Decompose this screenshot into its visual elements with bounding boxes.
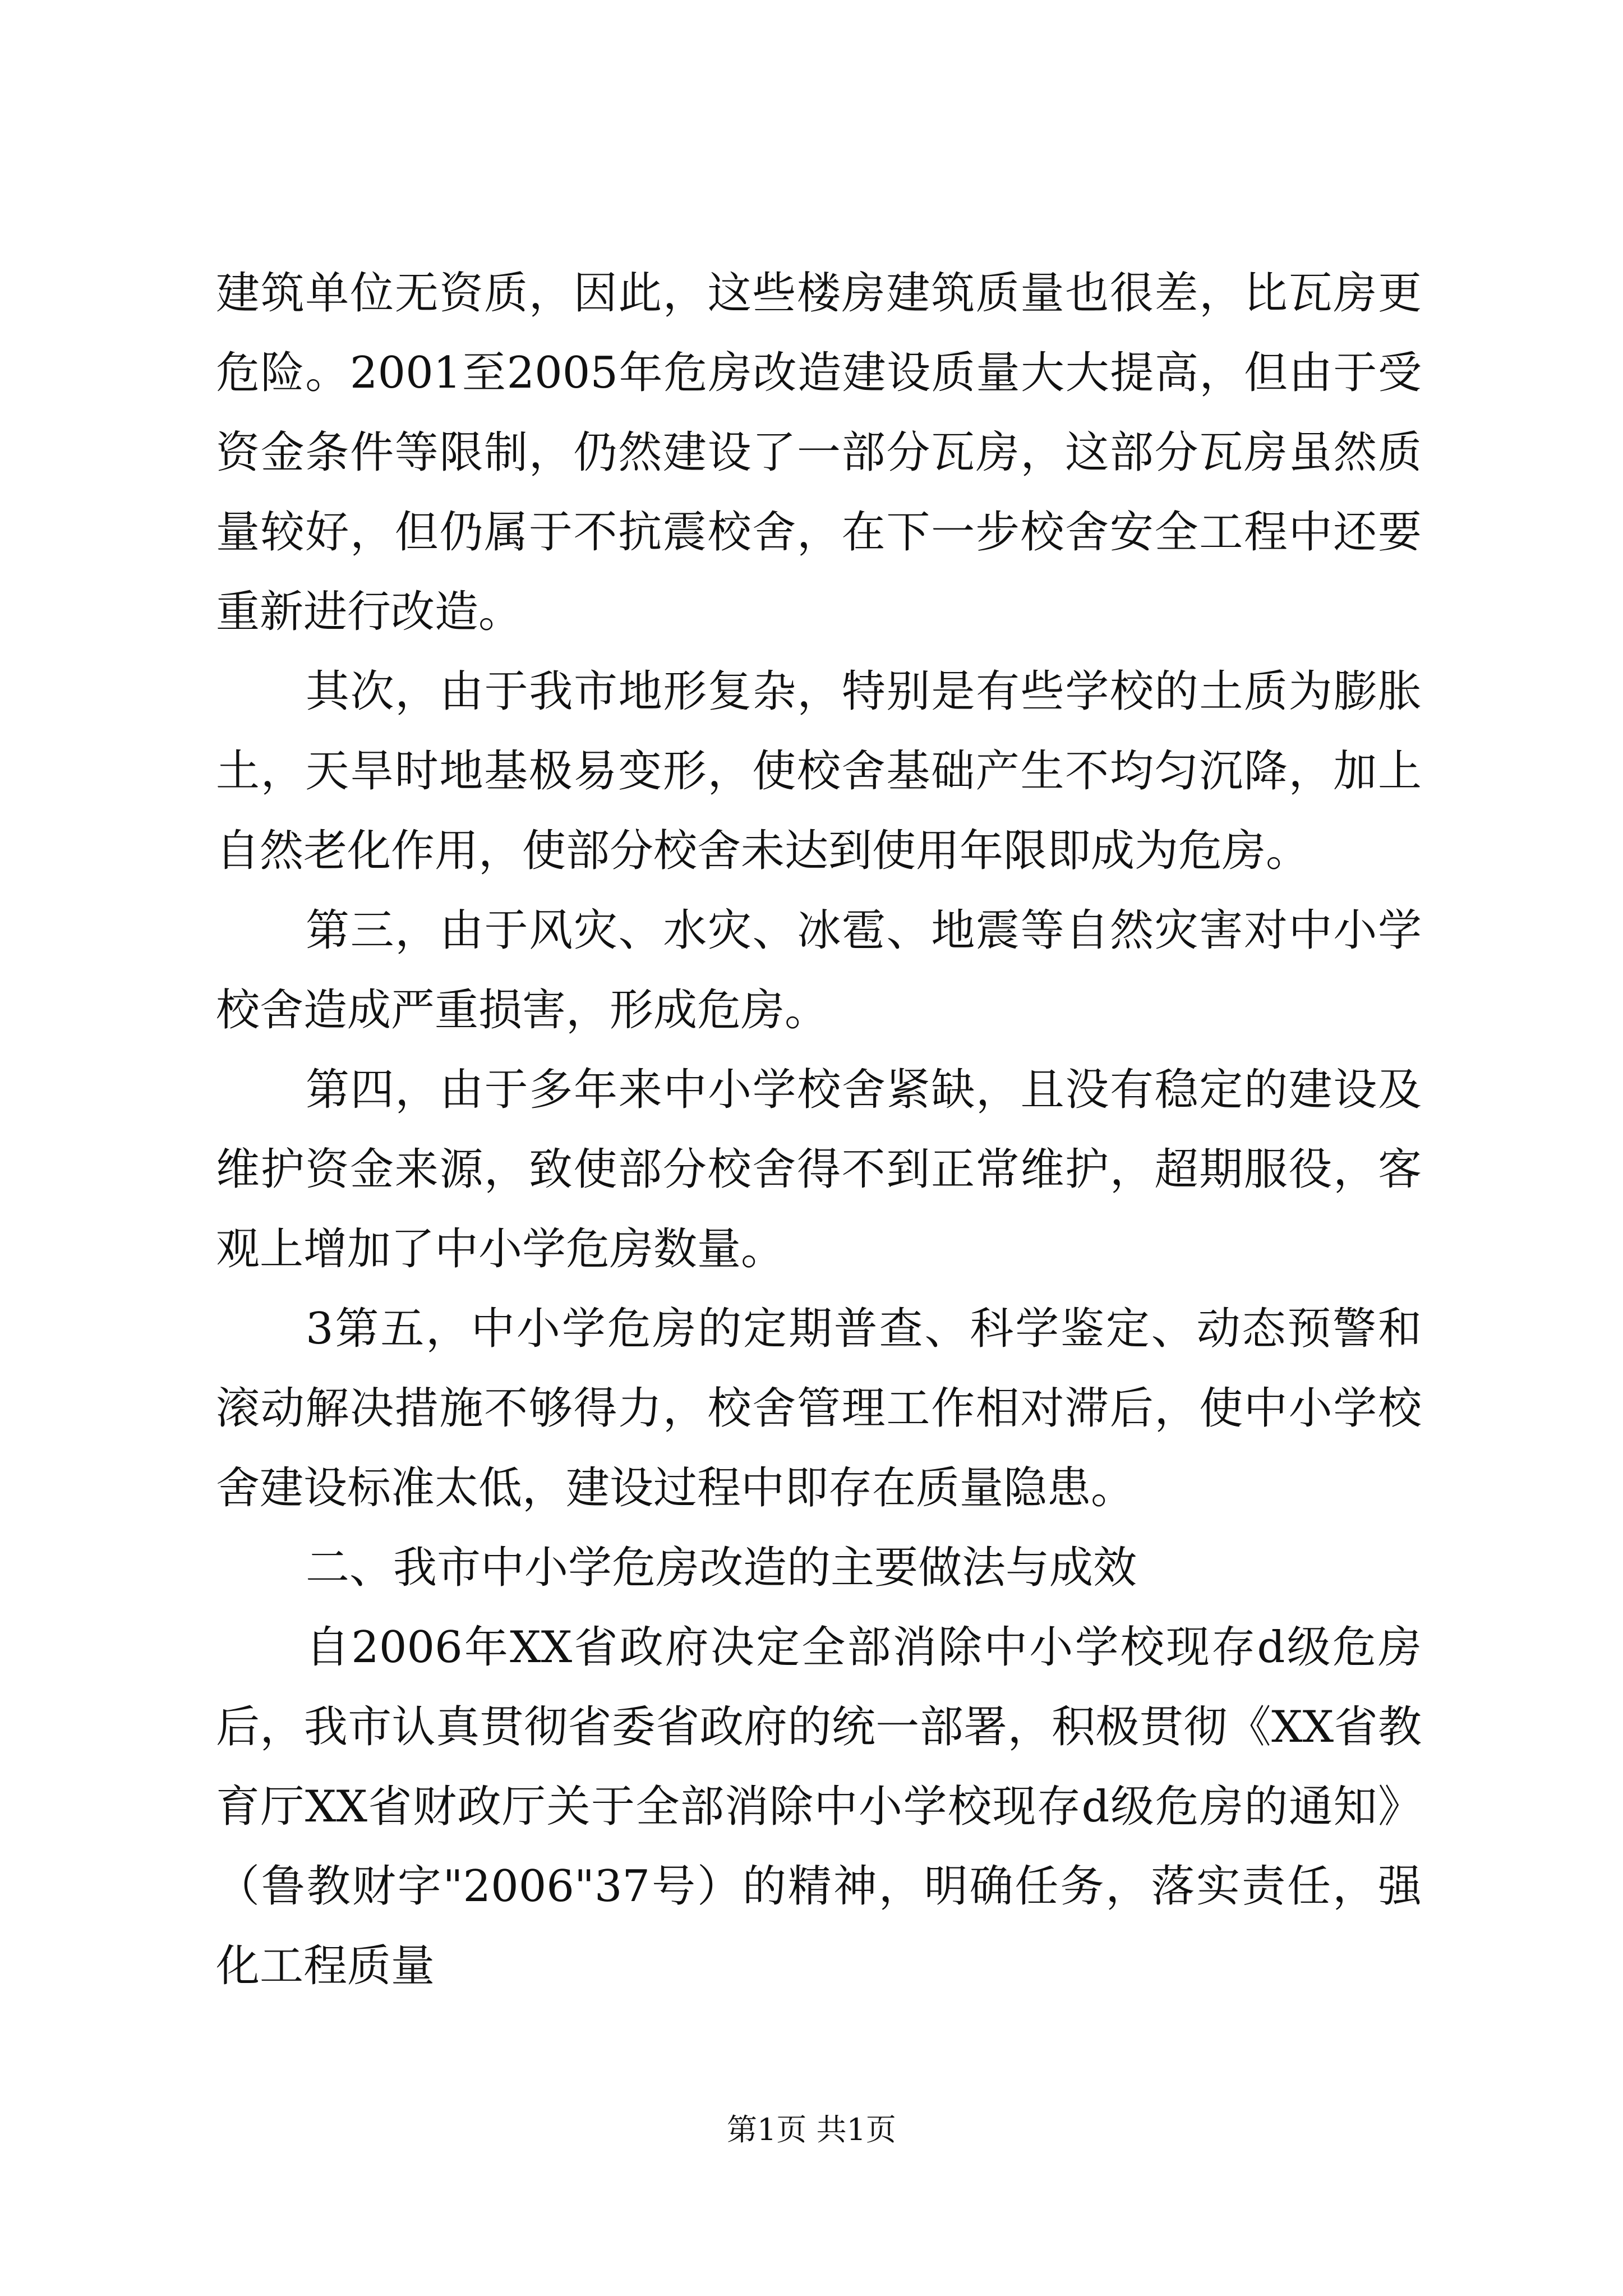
section-heading: 二、我市中小学危房改造的主要做法与成效 (306, 1543, 1137, 1593)
paragraph-4: 第四，由于多年来中小学校舍紧缺，且没有稳定的建设及维护资金来源，致使部分校舍得不到正常维护，超期服役，客观上增加了中小学危房数量。 (216, 1065, 1422, 1274)
paragraph-2: 其次，由于我市地形复杂，特别是有些学校的土质为膨胀土，天旱时地基极易变形，使校舍基础产生不均匀沉降，加上自然老化作用，使部分校舍未达到使用年限即成为危房。 (216, 666, 1422, 876)
document-body (216, 254, 1422, 2006)
paragraph-1: 建筑单位无资质，因此，这些楼房建筑质量也很差，比瓦房更危险。2001至2005年危房改造建设质量大大提高，但由于受资金条件等限制，仍然建设了一部分瓦房，这部分瓦房虽然质量较好，但仍属于不抗震校舍，在下一步校舍安全工程中还要重新进行改造。 (216, 268, 1422, 637)
paragraph-3: 第三，由于风灾、水灾、冰雹、地震等自然灾害对中小学校舍造成严重损害，形成危房。 (216, 905, 1422, 1036)
page-footer: 第1页 共1页 (727, 2112, 896, 2147)
paragraph-5: 3第五，中小学危房的定期普查、科学鉴定、动态预警和滚动解决措施不够得力，校舍管理工作相对滞后，使中小学校舍建设标准太低，建设过程中即存在质量隐患。 (216, 1304, 1422, 1513)
paragraph-6: 自2006年XX省政府决定全部消除中小学校现存d级危房后，我市认真贯彻省委省政府的统一部署，积极贯彻《XX省教育厅XX省财政厅关于全部消除中小学校现存d级危房的通知》（鲁教财字"2006"37号）的精神，明确任务，落实责任，强化工程质量 (216, 1622, 1422, 1991)
